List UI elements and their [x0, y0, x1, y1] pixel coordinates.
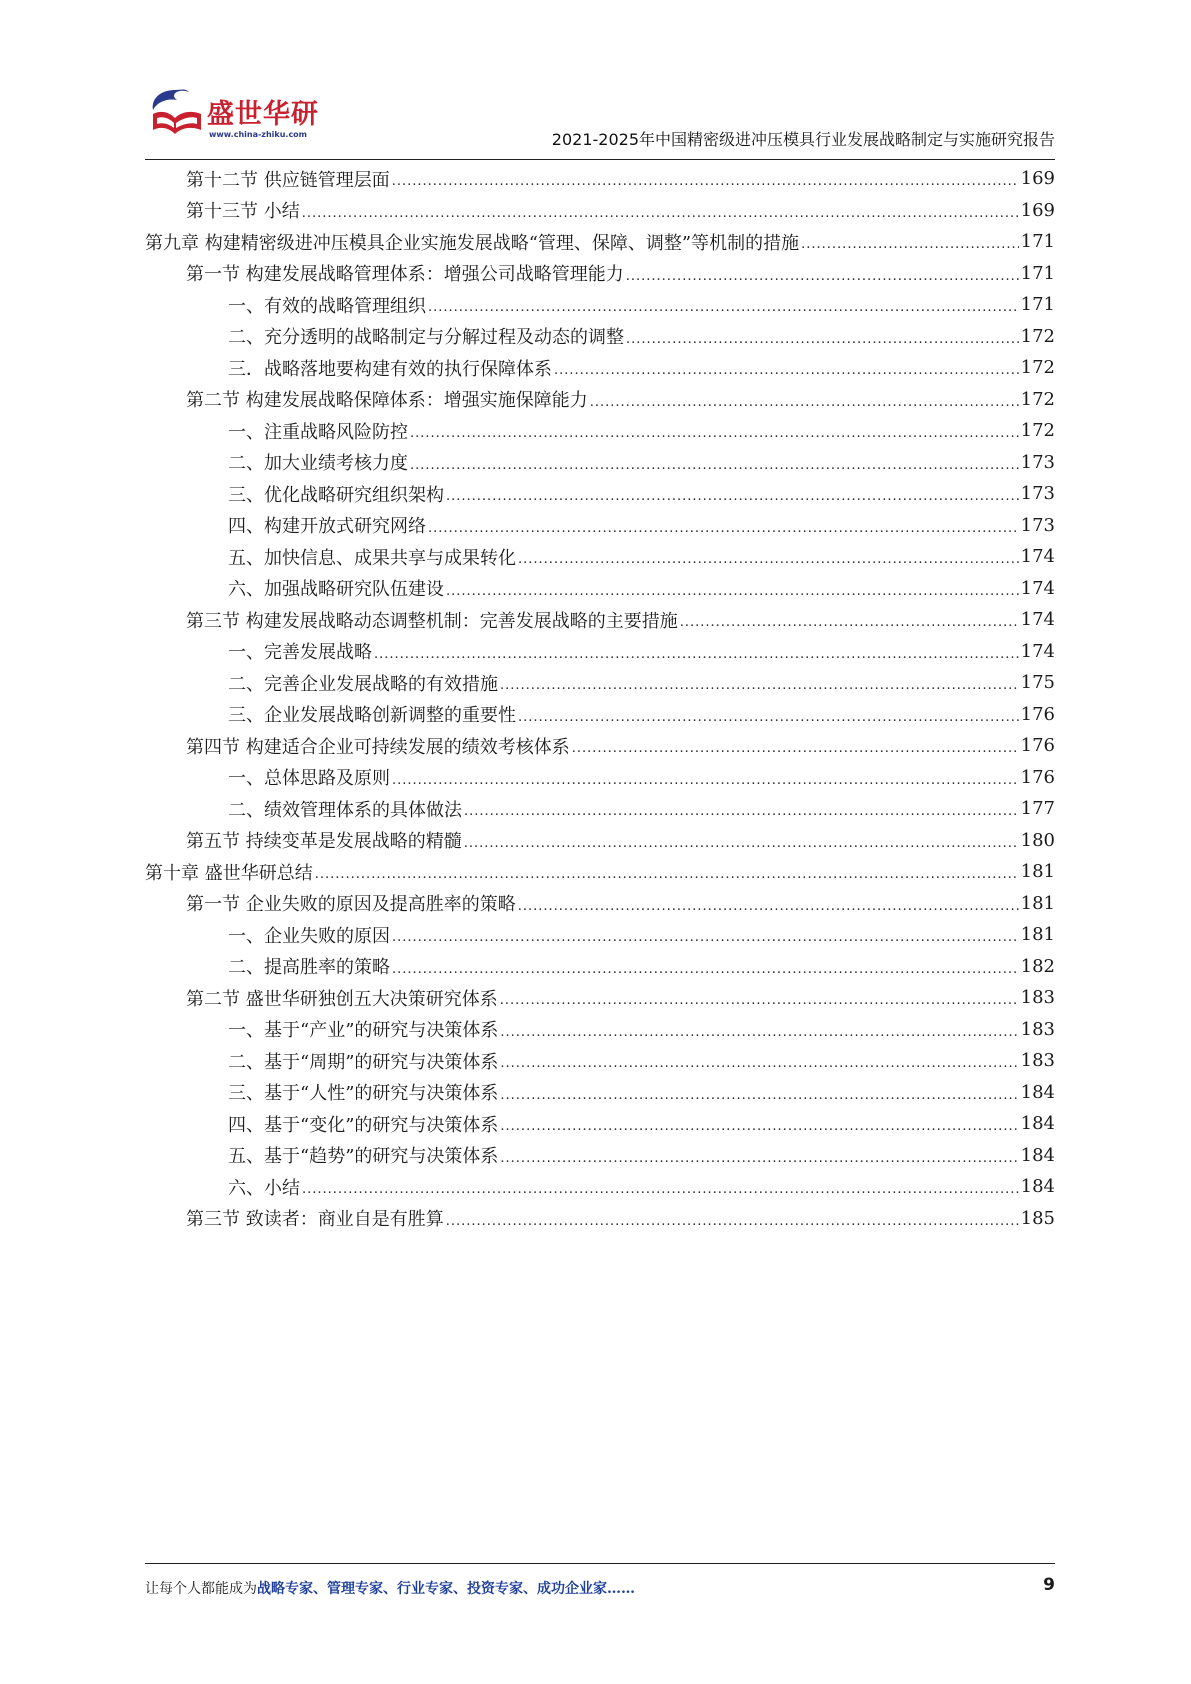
toc-leader-dots [500, 1025, 1018, 1040]
toc-entry-title: 第十二节 供应链管理层面 [186, 169, 390, 191]
toc-leader-dots [500, 1056, 1018, 1071]
toc-leader-dots [626, 269, 1019, 284]
brand-logo [145, 84, 320, 144]
toc-entry-title: 第九章 构建精密级进冲压模具企业实施发展战略“管理、保障、调整”等机制的措施 [145, 232, 800, 254]
toc-entry-title: 五、加快信息、成果共享与成果转化 [228, 547, 516, 569]
toc-entry[interactable] [145, 856, 1055, 888]
toc-leader-dots [464, 804, 1019, 819]
toc-entry-title: 第十三节 小结 [186, 201, 300, 223]
toc-entry-title: 四、基于“变化”的研究与决策体系 [228, 1114, 499, 1136]
toc-entry-page: 173 [1020, 451, 1055, 473]
toc-entry[interactable] [145, 289, 1055, 321]
toc-leader-dots [572, 741, 1019, 756]
toc-entry-title: 二、绩效管理体系的具体做法 [228, 799, 462, 821]
toc-leader-dots [500, 993, 1019, 1008]
footer-slogan-emphasis: 战略专家、管理专家、行业专家、投资专家、成功企业家…… [257, 1581, 635, 1597]
toc-entry-title: 二、基于“周期”的研究与决策体系 [228, 1051, 499, 1073]
toc-leader-dots [590, 395, 1019, 410]
toc-entry[interactable] [145, 573, 1055, 605]
toc-entry-title: 二、提高胜率的策略 [228, 957, 390, 979]
toc-entry[interactable] [145, 919, 1055, 951]
toc-entry-page: 172 [1020, 420, 1055, 442]
toc-entry-page: 181 [1020, 924, 1055, 946]
toc-entry[interactable] [145, 604, 1055, 636]
toc-entry[interactable] [145, 982, 1055, 1014]
toc-leader-dots [680, 615, 1019, 630]
toc-entry-page: 174 [1020, 640, 1055, 662]
toc-entry-title: 四、构建开放式研究网络 [228, 516, 426, 538]
toc-entry-title: 第一节 构建发展战略管理体系：增强公司战略管理能力 [186, 264, 624, 286]
toc-leader-dots [374, 647, 1019, 662]
toc-entry-title: 第十章 盛世华研总结 [145, 862, 313, 884]
toc-leader-dots [500, 1088, 1018, 1103]
toc-entry[interactable] [145, 1108, 1055, 1140]
toc-entry-page: 181 [1020, 861, 1055, 883]
toc-entry[interactable] [145, 730, 1055, 762]
toc-entry[interactable] [145, 415, 1055, 447]
toc-leader-dots [446, 1214, 1019, 1229]
toc-entry-title: 三、基于“人性”的研究与决策体系 [228, 1083, 499, 1105]
toc-entry-title: 第二节 盛世华研独创五大决策研究体系 [186, 988, 498, 1010]
toc-entry[interactable] [145, 1203, 1055, 1235]
toc-entry[interactable] [145, 951, 1055, 983]
toc-entry-title: 一、完善发展战略 [228, 642, 372, 664]
toc-entry-title: 三、企业发展战略创新调整的重要性 [228, 705, 516, 727]
toc-entry-page: 183 [1020, 987, 1055, 1009]
footer-slogan-lead: 让每个人都能成为 [145, 1581, 257, 1597]
toc-entry[interactable] [145, 163, 1055, 195]
toc-entry[interactable] [145, 825, 1055, 857]
toc-entry[interactable] [145, 1171, 1055, 1203]
toc-entry-title: 第一节 企业失败的原因及提高胜率的策略 [186, 894, 516, 916]
toc-entry-page: 175 [1020, 672, 1055, 694]
brand-url: www.china-zhiku.com [209, 130, 308, 139]
toc-entry-page: 183 [1020, 1018, 1055, 1040]
toc-leader-dots [392, 962, 1019, 977]
toc-entry-page: 173 [1020, 514, 1055, 536]
toc-leader-dots [446, 584, 1019, 599]
toc-entry-title: 一、注重战略风险防控 [228, 421, 408, 443]
toc-entry[interactable] [145, 699, 1055, 731]
page-number: 9 [1043, 1575, 1055, 1595]
toc-leader-dots [392, 174, 1019, 189]
toc-entry-title: 二、加大业绩考核力度 [228, 453, 408, 475]
toc-entry-page: 184 [1020, 1176, 1055, 1198]
toc-leader-dots [410, 458, 1019, 473]
document-title: 2021-2025年中国精密级进冲压模具行业发展战略制定与实施研究报告 [551, 130, 1055, 149]
toc-entry[interactable] [145, 384, 1055, 416]
toc-entry[interactable] [145, 195, 1055, 227]
toc-entry[interactable] [145, 352, 1055, 384]
toc-entry-title: 三．战略落地要构建有效的执行保障体系 [228, 358, 552, 380]
toc-leader-dots [554, 363, 1019, 378]
brand-name: 盛世华研 [207, 99, 319, 130]
book-logo-icon [145, 84, 207, 142]
toc-leader-dots [446, 489, 1019, 504]
toc-entry-title: 二、充分透明的战略制定与分解过程及动态的调整 [228, 327, 624, 349]
toc-entry-page: 180 [1020, 829, 1055, 851]
toc-entry[interactable] [145, 793, 1055, 825]
toc-entry[interactable] [145, 667, 1055, 699]
toc-entry-title: 第二节 构建发展战略保障体系：增强实施保障能力 [186, 390, 588, 412]
toc-entry[interactable] [145, 541, 1055, 573]
toc-leader-dots [500, 1119, 1018, 1134]
toc-entry-title: 第三节 致读者：商业自是有胜算 [186, 1209, 444, 1231]
toc-entry[interactable] [145, 226, 1055, 258]
toc-entry-page: 183 [1020, 1050, 1055, 1072]
toc-entry-title: 六、小结 [228, 1177, 300, 1199]
toc-entry[interactable] [145, 1014, 1055, 1046]
toc-leader-dots [500, 1151, 1018, 1166]
toc-leader-dots [392, 773, 1019, 788]
toc-leader-dots [428, 300, 1019, 315]
toc-entry-page: 185 [1020, 1207, 1055, 1229]
toc-leader-dots [392, 930, 1019, 945]
toc-entry-page: 181 [1020, 892, 1055, 914]
toc-entry[interactable] [145, 478, 1055, 510]
toc-entry-title: 一、基于“产业”的研究与决策体系 [228, 1020, 499, 1042]
toc-entry-title: 六、加强战略研究队伍建设 [228, 579, 444, 601]
toc-entry-title: 一、总体思路及原则 [228, 768, 390, 790]
toc-entry-page: 174 [1020, 577, 1055, 599]
toc-leader-dots [410, 426, 1019, 441]
toc-entry-page: 169 [1020, 199, 1055, 221]
toc-entry-title: 五、基于“趋势”的研究与决策体系 [228, 1146, 499, 1168]
toc-leader-dots [801, 237, 1019, 252]
toc-entry[interactable] [145, 510, 1055, 542]
toc-entry[interactable] [145, 1140, 1055, 1172]
footer-divider [145, 1563, 1055, 1564]
toc-entry[interactable] [145, 321, 1055, 353]
toc-entry-page: 184 [1020, 1144, 1055, 1166]
toc-entry-page: 171 [1020, 231, 1055, 253]
page-header [145, 80, 1055, 160]
toc-entry-page: 184 [1020, 1081, 1055, 1103]
toc-entry-page: 172 [1020, 325, 1055, 347]
toc-entry-title: 三、优化战略研究组织架构 [228, 484, 444, 506]
toc-entry-title: 第四节 构建适合企业可持续发展的绩效考核体系 [186, 736, 570, 758]
toc-entry-page: 171 [1020, 294, 1055, 316]
toc-leader-dots [518, 899, 1019, 914]
toc-entry-page: 182 [1020, 955, 1055, 977]
toc-entry[interactable] [145, 762, 1055, 794]
toc-entry[interactable] [145, 258, 1055, 290]
toc-entry-page: 171 [1020, 262, 1055, 284]
toc-entry[interactable] [145, 636, 1055, 668]
toc-leader-dots [500, 678, 1019, 693]
toc-entry-title: 一、有效的战略管理组织 [228, 295, 426, 317]
toc-leader-dots [302, 206, 1019, 221]
toc-leader-dots [518, 552, 1019, 567]
toc-entry-page: 169 [1020, 168, 1055, 190]
toc-entry-title: 第三节 构建发展战略动态调整机制：完善发展战略的主要措施 [186, 610, 678, 632]
toc-leader-dots [626, 332, 1019, 347]
toc-entry-page: 174 [1020, 609, 1055, 631]
toc-leader-dots [518, 710, 1019, 725]
toc-entry-page: 173 [1020, 483, 1055, 505]
toc-entry-page: 176 [1020, 735, 1055, 757]
footer-slogan [145, 1578, 635, 1598]
toc-entry-title: 二、完善企业发展战略的有效措施 [228, 673, 498, 695]
toc-entry[interactable] [145, 1077, 1055, 1109]
toc-entry-title: 第五节 持续变革是发展战略的精髓 [186, 831, 462, 853]
toc-entry-page: 172 [1020, 388, 1055, 410]
toc-leader-dots [302, 1182, 1019, 1197]
toc-entry-page: 174 [1020, 546, 1055, 568]
header-divider [145, 159, 1055, 160]
toc-entry-page: 177 [1020, 798, 1055, 820]
toc-entry-page: 172 [1020, 357, 1055, 379]
toc-entry-title: 一、企业失败的原因 [228, 925, 390, 947]
toc-leader-dots [428, 521, 1019, 536]
toc-entry-page: 176 [1020, 766, 1055, 788]
toc-entry[interactable] [145, 1045, 1055, 1077]
table-of-contents [145, 163, 1055, 1234]
toc-leader-dots [464, 836, 1019, 851]
toc-entry-page: 184 [1020, 1113, 1055, 1135]
toc-entry-page: 176 [1020, 703, 1055, 725]
toc-entry[interactable] [145, 447, 1055, 479]
toc-leader-dots [315, 867, 1019, 882]
toc-entry[interactable] [145, 888, 1055, 920]
